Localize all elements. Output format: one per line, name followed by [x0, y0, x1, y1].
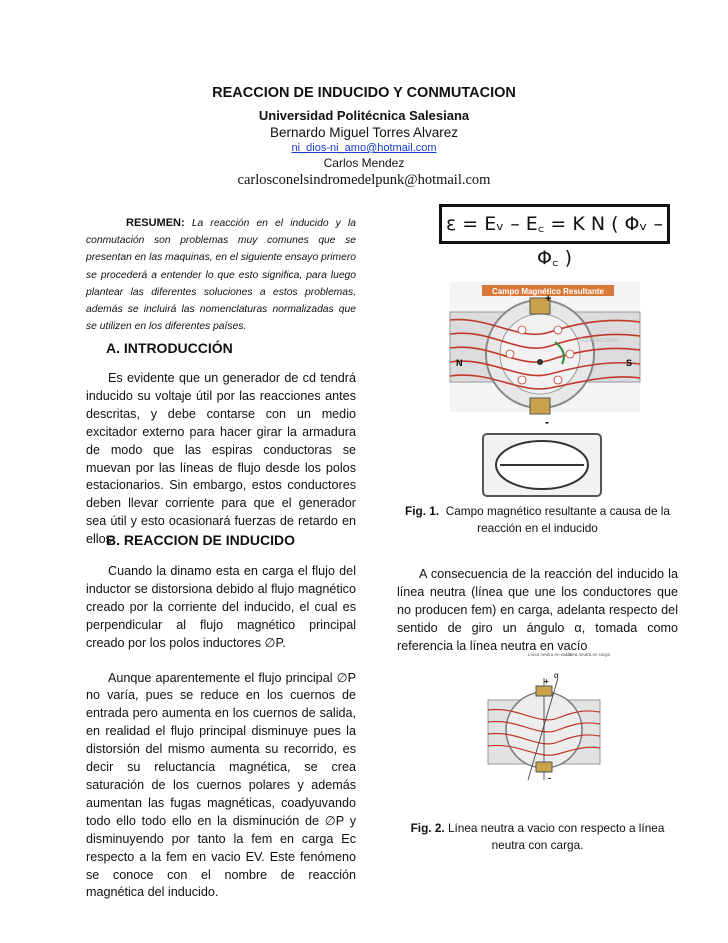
- figure-2-caption: [397, 820, 678, 854]
- intro-paragraph: Es evidente que un generador de cd tendrá inducido su voltaje útil por las reacciones antes descritas, y debe contarse con un medio excitador externo para hacer girar la armadura de modo que las espiras conductoras se muevan por las líneas de flujo desde los polos estacionarios. Sin embargo, estos conductores deben llevar corriente para que el generador sea útil y esto ocasionará fuerzas de retardo en ellos: [86, 371, 356, 547]
- section-heading-reaccion: B. REACCION DE INDUCIDO: [106, 532, 296, 548]
- figure-1-caption: [397, 503, 678, 537]
- intro-body: [86, 370, 356, 549]
- fig2-caption-text: Línea neutra a vacio con respecto a línea neutra con carga.: [447, 821, 665, 852]
- author: Bernardo Miguel Torres Alvarez: [269, 125, 459, 140]
- figure-2: [488, 650, 611, 783]
- reaccion-paragraph-2: Aunque aparentemente el flujo principal ∅P no varía, pues se reduce en los cuernos de entrada pero aumenta en los cuernos de salida, en realidad el flujo principal disminuye pues la distorsión del mismo aumenta su recorrido, es decir su reluctancia magnética, se crea saturación de los cuernos polares y además aumentan las fugas magnéticas, coadyuvando todo ello todo ello en la disminución de ∅P y disminuyendo por tanto la fem en carga Ec respecto a la fem en vacio EV. Este fenómeno se conoce con el nombre de reacción magnética del inducido.: [86, 670, 356, 900]
- right-body: [397, 566, 678, 656]
- section-heading-intro: A. INTRODUCCIÓN: [106, 340, 233, 356]
- formula-box: [439, 204, 670, 269]
- fig1-pole-n: N: [456, 358, 463, 368]
- right-paragraph: A consecuencia de la reacción del inducido la línea neutra (línea que une los conductores que no producen fem) en carga, adelanta respecto del sentido de giro un ángulo α, tomada como referencia la línea neutra en vacío: [397, 567, 678, 653]
- abstract-text: La reacción en el inducido y la conmutación son problemas muy comunes que se presentan en las maquinas, en el siguiente ensayo primero se procederá a entender lo que esto significa, para luego plantear las diferentes soluciones a estos problemas, además se incluirá las nomenclaturas normalizadas que se utilizen en los diferentes países.: [86, 218, 356, 333]
- coauthor-email: carlosconelsindromedelpunk@hotmail.com: [237, 172, 491, 188]
- fig1-caption-text: Campo magnético resultante a causa de la reacción en el inducido: [445, 504, 670, 535]
- university: Universidad Politécnica Salesiana: [258, 108, 470, 123]
- paper-title: REACCION DE INDUCIDO Y CONMUTACION: [212, 85, 516, 101]
- abstract: [86, 215, 356, 335]
- coauthor: Carlos Mendez: [323, 156, 405, 170]
- fig1-plus: +: [545, 293, 552, 305]
- formula: ε = Eᵥ – E꜀ = K N ( Φᵥ – Φ꜀ ): [446, 213, 663, 269]
- abstract-label: RESUMEN:: [126, 217, 185, 229]
- author-email[interactable]: ni_dios-ni_amo@hotmail.com: [291, 142, 437, 154]
- fig2-plus: +: [544, 677, 549, 686]
- reaccion-body: [86, 563, 356, 902]
- fig1-pole-s: S: [626, 358, 633, 368]
- fig2-label-vacio: Línea neutra en vacío: [528, 652, 572, 657]
- figure-1: [450, 282, 640, 498]
- fig2-caption-label: Fig. 2.: [410, 821, 445, 835]
- fig1-minus: -: [545, 415, 549, 429]
- fig2-label-carga: Línea neutra en carga: [566, 652, 611, 657]
- fig2-minus: -: [548, 773, 551, 783]
- reaccion-paragraph-1: Cuando la dinamo esta en carga el flujo del inductor se distorsiona debido al flujo magnético creado por la corriente del inducido, el cual es perpendicular al flujo magnético principal creado por los polos inductores ∅P.: [86, 564, 356, 650]
- fig1-caption-label: Fig. 1.: [405, 504, 440, 518]
- fig1-watermark: fuveras.com: [580, 337, 619, 344]
- fig1-banner: Campo Magnético Resultante: [491, 287, 605, 296]
- fig2-alpha: α: [554, 671, 559, 680]
